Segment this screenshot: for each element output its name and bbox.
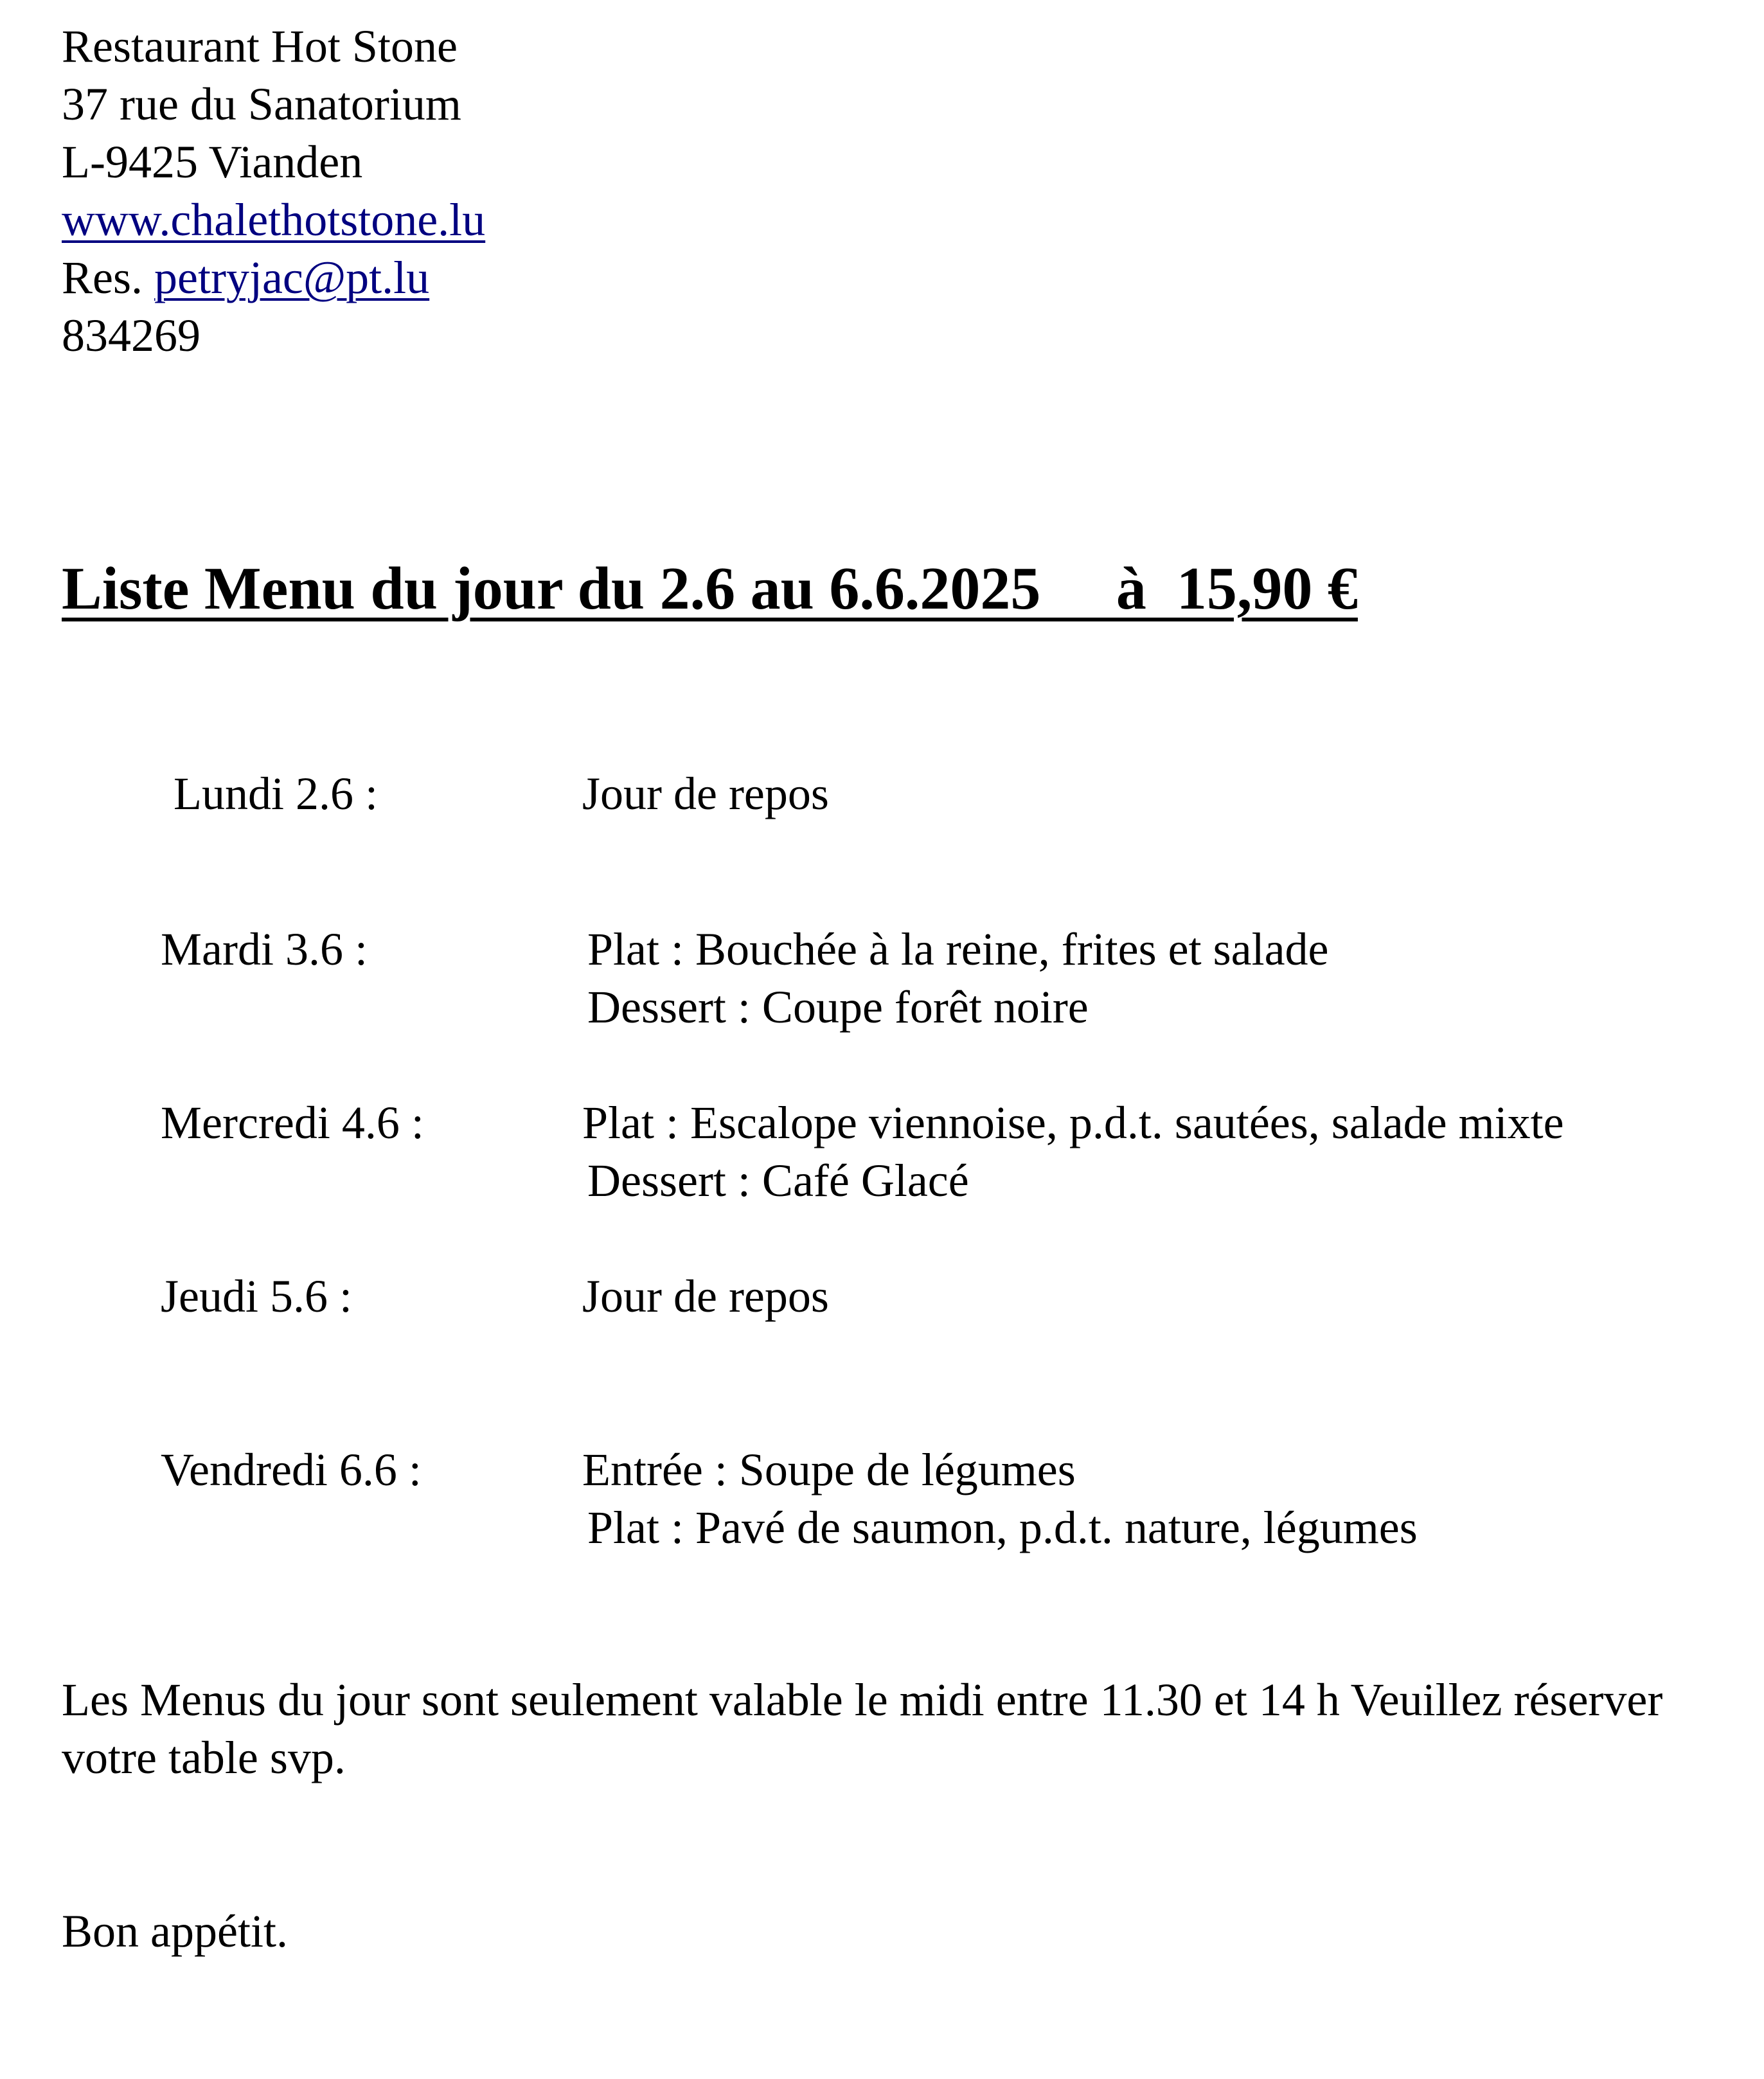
menu-day-thursday: Jeudi 5.6 : — [161, 1271, 352, 1322]
validity-note: Les Menus du jour sont seulement valable le midi entre 11.30 et 14 h Veuillez réserver votre table svp. — [62, 1674, 1663, 1783]
restaurant-name: Restaurant Hot Stone — [62, 21, 458, 72]
closing-text: Bon appétit. — [62, 1905, 288, 1957]
menu-dish-friday-2: Plat : Pavé de saumon, p.d.t. nature, légumes — [587, 1502, 1418, 1553]
menu-dish-tuesday-1: Plat : Bouchée à la reine, frites et salade — [587, 924, 1329, 975]
menu-title: Liste Menu du jour du 2.6 au 6.6.2025 à 15,90 € — [62, 555, 1358, 622]
menu-dish-wednesday-1: Plat : Escalope viennoise, p.d.t. sautées, salade mixte — [582, 1097, 1564, 1148]
website-link[interactable]: www.chalethotstone.lu — [62, 194, 486, 245]
phone-number: 834269 — [62, 310, 200, 361]
street-address: 37 rue du Sanatorium — [62, 78, 461, 130]
menu-day-friday: Vendredi 6.6 : — [161, 1444, 422, 1495]
menu-day-wednesday: Mercredi 4.6 : — [161, 1097, 424, 1148]
menu-dish-monday-1: Jour de repos — [582, 768, 829, 819]
menu-dish-tuesday-2: Dessert : Coupe forêt noire — [587, 981, 1089, 1033]
menu-dish-friday-1: Entrée : Soupe de légumes — [582, 1444, 1076, 1495]
reservation-email-link[interactable]: petryjac@pt.lu — [154, 252, 430, 303]
menu-dish-wednesday-2: Dessert : Café Glacé — [587, 1155, 969, 1206]
city-address: L-9425 Vianden — [62, 136, 363, 188]
website-line — [62, 191, 485, 249]
menu-day-monday: Lundi 2.6 : — [174, 768, 378, 819]
menu-dish-thursday-1: Jour de repos — [582, 1271, 829, 1322]
menu-day-tuesday: Mardi 3.6 : — [161, 924, 368, 975]
reservation-line — [62, 249, 429, 307]
reservation-prefix: Res. — [62, 252, 143, 303]
